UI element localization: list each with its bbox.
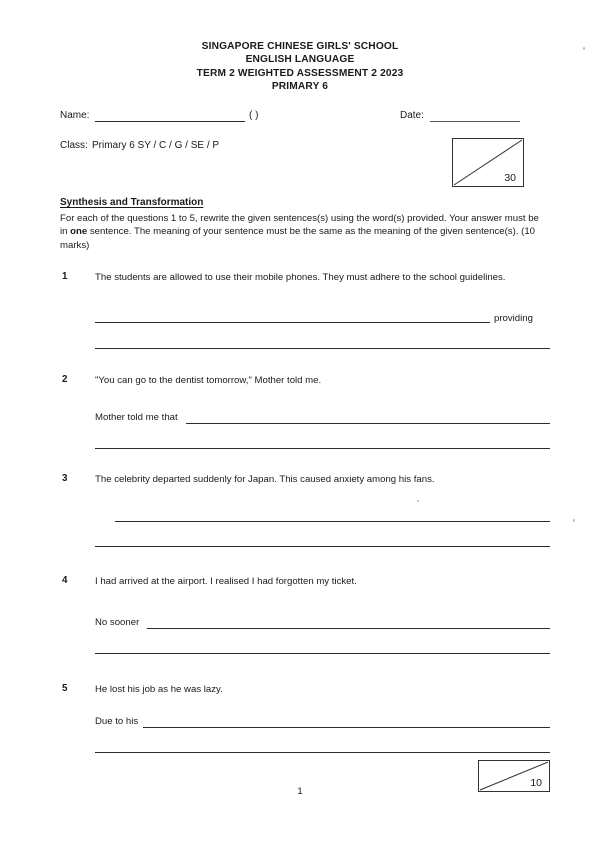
answer-line[interactable] <box>95 752 550 753</box>
answer-line[interactable] <box>95 546 550 547</box>
question-number: 2 <box>62 374 68 385</box>
answer-keyword: No sooner <box>95 617 140 628</box>
paper-header <box>0 40 600 94</box>
question-number: 5 <box>62 683 68 694</box>
section-marks-value: 10 <box>530 777 542 789</box>
class-value[interactable]: Primary 6 SY / C / G / SE / P <box>92 140 220 151</box>
section-instructions <box>60 212 545 252</box>
total-marks-value: 30 <box>504 172 516 184</box>
answer-line[interactable] <box>115 521 550 522</box>
index-number-brackets[interactable]: ( ) <box>249 110 259 121</box>
answer-line[interactable] <box>95 448 550 449</box>
instructions-emphasis: one <box>70 226 88 238</box>
question-number: 4 <box>62 575 68 586</box>
scan-speck <box>417 500 419 502</box>
total-marks-box[interactable] <box>452 138 524 187</box>
question-number: 3 <box>62 473 68 484</box>
scan-speck <box>573 519 575 522</box>
level-name: PRIMARY 6 <box>271 81 329 93</box>
question-number: 1 <box>62 271 68 282</box>
school-name: SINGAPORE CHINESE GIRLS' SCHOOL <box>201 41 399 52</box>
instructions-part-1: For each of the questions 1 to 5, rewrite the given sentences(s) using the word(s) provided. Your answer must be in <box>60 213 539 238</box>
instructions-part-2: sentence. The meaning of your sentence must be the same as the meaning of the given sentence(s). (10 marks) <box>60 226 535 251</box>
answer-line[interactable] <box>95 348 550 349</box>
answer-line[interactable] <box>186 423 550 424</box>
question-text: The celebrity departed suddenly for Japan. This caused anxiety among his fans. <box>95 474 435 485</box>
answer-keyword: Mother told me that <box>95 412 178 423</box>
question-text: "You can go to the dentist tomorrow," Mother told me. <box>95 375 322 386</box>
answer-keyword: Due to his <box>95 716 139 727</box>
class-label: Class: <box>60 140 88 151</box>
answer-line[interactable] <box>143 727 550 728</box>
answer-keyword: providing <box>494 313 533 324</box>
section-title: Synthesis and Transformation <box>60 197 204 208</box>
question-text: He lost his job as he was lazy. <box>95 684 223 695</box>
answer-line[interactable] <box>95 653 550 654</box>
date-input-line[interactable] <box>430 121 520 122</box>
name-input-line[interactable] <box>95 121 245 122</box>
date-label: Date: <box>400 110 424 121</box>
name-label: Name: <box>60 110 90 121</box>
subject-name: ENGLISH LANGUAGE <box>245 54 355 66</box>
question-text: The students are allowed to use their mobile phones. They must adhere to the school guidelines. <box>95 272 506 283</box>
answer-line[interactable] <box>95 322 490 323</box>
answer-line[interactable] <box>147 628 550 629</box>
assessment-name: TERM 2 WEIGHTED ASSESSMENT 2 2023 <box>196 67 404 79</box>
page-number: 1 <box>297 786 303 797</box>
question-text: I had arrived at the airport. I realised I had forgotten my ticket. <box>95 576 357 587</box>
